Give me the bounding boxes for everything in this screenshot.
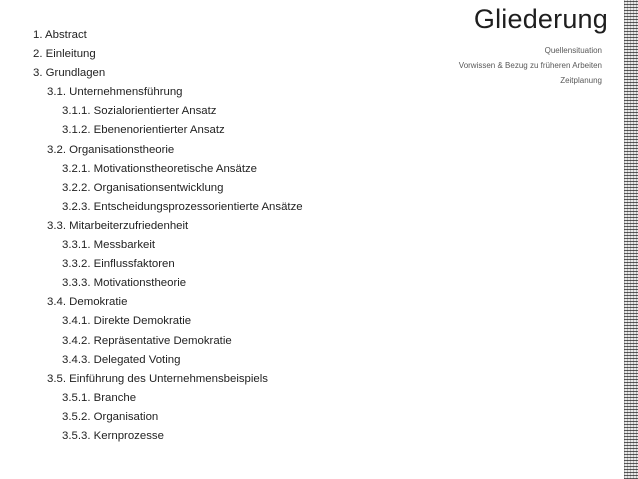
outline-item: 3.1. Unternehmensführung bbox=[47, 86, 183, 99]
sidebar-item-quellensituation: Quellensituation bbox=[544, 46, 602, 55]
outline-item: 3.1.1. Sozialorientierter Ansatz bbox=[62, 105, 217, 118]
outline-item: 3.4.2. Repräsentative Demokratie bbox=[62, 334, 232, 347]
outline-item: 3.4. Demokratie bbox=[47, 296, 128, 309]
sidebar-item-zeitplanung: Zeitplanung bbox=[560, 76, 602, 85]
outline-item: 3.3.2. Einflussfaktoren bbox=[62, 258, 175, 271]
outline-item: 3.5.1. Branche bbox=[62, 391, 137, 404]
outline-item: 2. Einleitung bbox=[33, 48, 96, 61]
sidebar-notes bbox=[452, 45, 602, 86]
outline-item: 3.3. Mitarbeiterzufriedenheit bbox=[47, 219, 189, 232]
outline-list bbox=[33, 26, 303, 446]
outline-item: 3.3.1. Messbarkeit bbox=[62, 239, 156, 252]
outline-item: 3.1.2. Ebenenorientierter Ansatz bbox=[62, 124, 225, 137]
outline-item: 3.2.2. Organisationsentwicklung bbox=[62, 181, 224, 194]
outline-item: 3.2. Organisationstheorie bbox=[47, 143, 175, 156]
outline-item: 3.4.1. Direkte Demokratie bbox=[62, 315, 192, 328]
outline-item: 3.2.3. Entscheidungsprozessorientierte Ansätze bbox=[62, 200, 303, 213]
outline-item: 3.4.3. Delegated Voting bbox=[62, 353, 181, 366]
outline-item: 3.2.1. Motivationstheoretische Ansätze bbox=[62, 162, 258, 175]
outline-item: 3.5.2. Organisation bbox=[62, 410, 159, 423]
outline-item: 3.5. Einführung des Unternehmensbeispiels bbox=[47, 372, 268, 385]
outline-item: 3.5.3. Kernprozesse bbox=[62, 429, 164, 442]
outline-item: 1. Abstract bbox=[33, 29, 87, 41]
slide-title: Gliederung bbox=[473, 4, 608, 34]
outline-item: 3.3.3. Motivationstheorie bbox=[62, 277, 187, 290]
outline-item: 3. Grundlagen bbox=[33, 67, 106, 80]
decorative-edge-strip bbox=[624, 0, 638, 479]
sidebar-item-vorwissen: Vorwissen & Bezug zu früheren Arbeiten bbox=[458, 61, 602, 70]
